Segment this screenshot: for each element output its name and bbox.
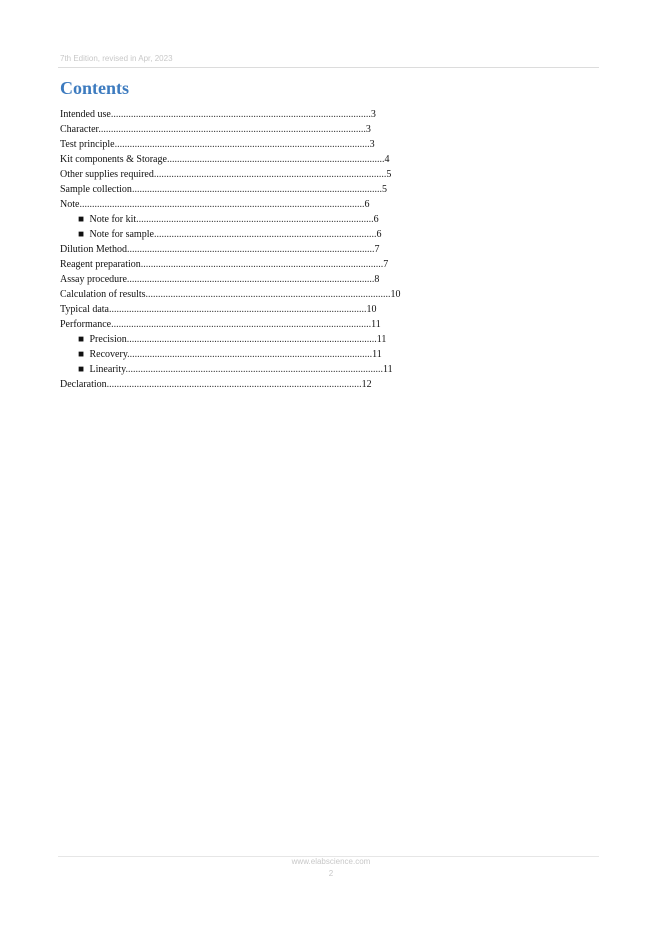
toc-entry[interactable] bbox=[60, 377, 620, 392]
toc-leader-dots: ............................................................................................... bbox=[136, 214, 374, 225]
toc-label: Note for kit bbox=[89, 214, 137, 225]
toc-entry[interactable] bbox=[60, 242, 620, 257]
toc-page-number: 11 bbox=[371, 319, 381, 330]
toc-entry[interactable] bbox=[60, 122, 620, 137]
toc-leader-dots: ......................................................................................... bbox=[153, 229, 377, 240]
black-square-icon: ■ bbox=[78, 334, 85, 345]
toc-leader-dots: .................................................................................................................. bbox=[79, 199, 365, 210]
toc-leader-dots: .................................................................................................. bbox=[127, 349, 373, 360]
toc-label: Character bbox=[60, 124, 99, 135]
toc-leader-dots: ................................................................................................. bbox=[140, 259, 384, 270]
toc-leader-dots: ............................................................................................. bbox=[153, 169, 387, 180]
toc-label: Note bbox=[60, 199, 80, 210]
toc-leader-dots: ........................................................................................................ bbox=[111, 319, 372, 330]
toc-label: Intended use bbox=[60, 109, 111, 120]
toc-leader-dots: .................................................................................................... bbox=[126, 334, 377, 345]
toc-label: Assay procedure bbox=[60, 274, 127, 285]
black-square-icon: ■ bbox=[78, 364, 85, 375]
toc-page-number: 5 bbox=[386, 169, 392, 180]
toc-label: Linearity bbox=[89, 364, 126, 375]
toc-label: Performance bbox=[60, 319, 112, 330]
toc-entry[interactable] bbox=[60, 272, 620, 287]
black-square-icon: ■ bbox=[78, 229, 85, 240]
toc-leader-dots: ................................................................................................... bbox=[126, 274, 375, 285]
toc-entry[interactable] bbox=[60, 182, 620, 197]
black-square-icon: ■ bbox=[78, 349, 85, 360]
footer-website: www.elabscience.com bbox=[291, 857, 371, 866]
toc-leader-dots: .................................................................................................. bbox=[145, 289, 391, 300]
toc-page-number: 12 bbox=[361, 379, 372, 390]
page-title: Contents bbox=[60, 78, 130, 98]
toc-page-number: 7 bbox=[374, 244, 380, 255]
toc-leader-dots: ........................................................................................................... bbox=[98, 124, 366, 135]
toc-page-number: 11 bbox=[376, 334, 387, 345]
toc-leader-dots: ....................................................................................... bbox=[166, 154, 385, 165]
edition-header: 7th Edition, revised in Apr, 2023 bbox=[60, 54, 173, 63]
toc-label: Dilution Method bbox=[60, 244, 127, 255]
toc-page-number: 11 bbox=[372, 349, 382, 360]
toc-leader-dots: ...................................................................................................... bbox=[114, 139, 370, 150]
toc-page-number: 8 bbox=[374, 274, 380, 285]
toc-page-number: 3 bbox=[370, 109, 376, 120]
toc-entry[interactable] bbox=[60, 302, 620, 317]
toc-page-number: 10 bbox=[366, 304, 377, 315]
toc-entry[interactable] bbox=[60, 287, 620, 302]
toc-label: Test principle bbox=[60, 139, 115, 150]
toc-label: Typical data bbox=[60, 304, 109, 315]
toc-entry[interactable] bbox=[60, 197, 620, 212]
toc-label: Kit components & Storage bbox=[60, 154, 167, 165]
toc-label: Note for sample bbox=[89, 229, 154, 240]
toc-subentry[interactable] bbox=[60, 227, 620, 242]
toc-page-number: 3 bbox=[365, 124, 371, 135]
toc-entry[interactable] bbox=[60, 107, 620, 122]
toc-leader-dots: ....................................................................................................... bbox=[125, 364, 384, 375]
toc-leader-dots: .................................................................................................... bbox=[131, 184, 382, 195]
toc-page-number: 3 bbox=[369, 139, 375, 150]
footer-page-number: 2 bbox=[328, 869, 334, 878]
toc-page-number: 5 bbox=[381, 184, 387, 195]
toc-label: Calculation of results bbox=[60, 289, 146, 300]
toc-entry[interactable] bbox=[60, 152, 620, 167]
toc-leader-dots: ................................................................................................... bbox=[126, 244, 375, 255]
table-of-contents bbox=[60, 107, 620, 392]
header-divider bbox=[58, 67, 599, 68]
toc-entry[interactable] bbox=[60, 137, 620, 152]
toc-entry[interactable] bbox=[60, 167, 620, 182]
toc-label: Sample collection bbox=[60, 184, 132, 195]
toc-label: Reagent preparation bbox=[60, 259, 141, 270]
black-square-icon: ■ bbox=[78, 214, 85, 225]
toc-label: Precision bbox=[89, 334, 127, 345]
toc-page-number: 11 bbox=[383, 364, 393, 375]
toc-leader-dots: ....................................................................................................... bbox=[109, 304, 367, 315]
toc-subentry[interactable] bbox=[60, 212, 620, 227]
toc-label: Declaration bbox=[60, 379, 107, 390]
toc-entry[interactable] bbox=[60, 257, 620, 272]
toc-page-number: 6 bbox=[373, 214, 379, 225]
toc-leader-dots: ........................................................................................................ bbox=[110, 109, 371, 120]
toc-label: Recovery bbox=[89, 349, 128, 360]
toc-page-number: 4 bbox=[384, 154, 390, 165]
toc-subentry[interactable] bbox=[60, 347, 620, 362]
toc-label: Other supplies required bbox=[60, 169, 154, 180]
toc-subentry[interactable] bbox=[60, 362, 620, 377]
toc-page-number: 10 bbox=[390, 289, 401, 300]
toc-leader-dots: ...................................................................................................... bbox=[106, 379, 362, 390]
toc-page-number: 6 bbox=[364, 199, 370, 210]
toc-page-number: 7 bbox=[383, 259, 389, 270]
toc-subentry[interactable] bbox=[60, 332, 620, 347]
toc-page-number: 6 bbox=[376, 229, 382, 240]
toc-entry[interactable] bbox=[60, 317, 620, 332]
